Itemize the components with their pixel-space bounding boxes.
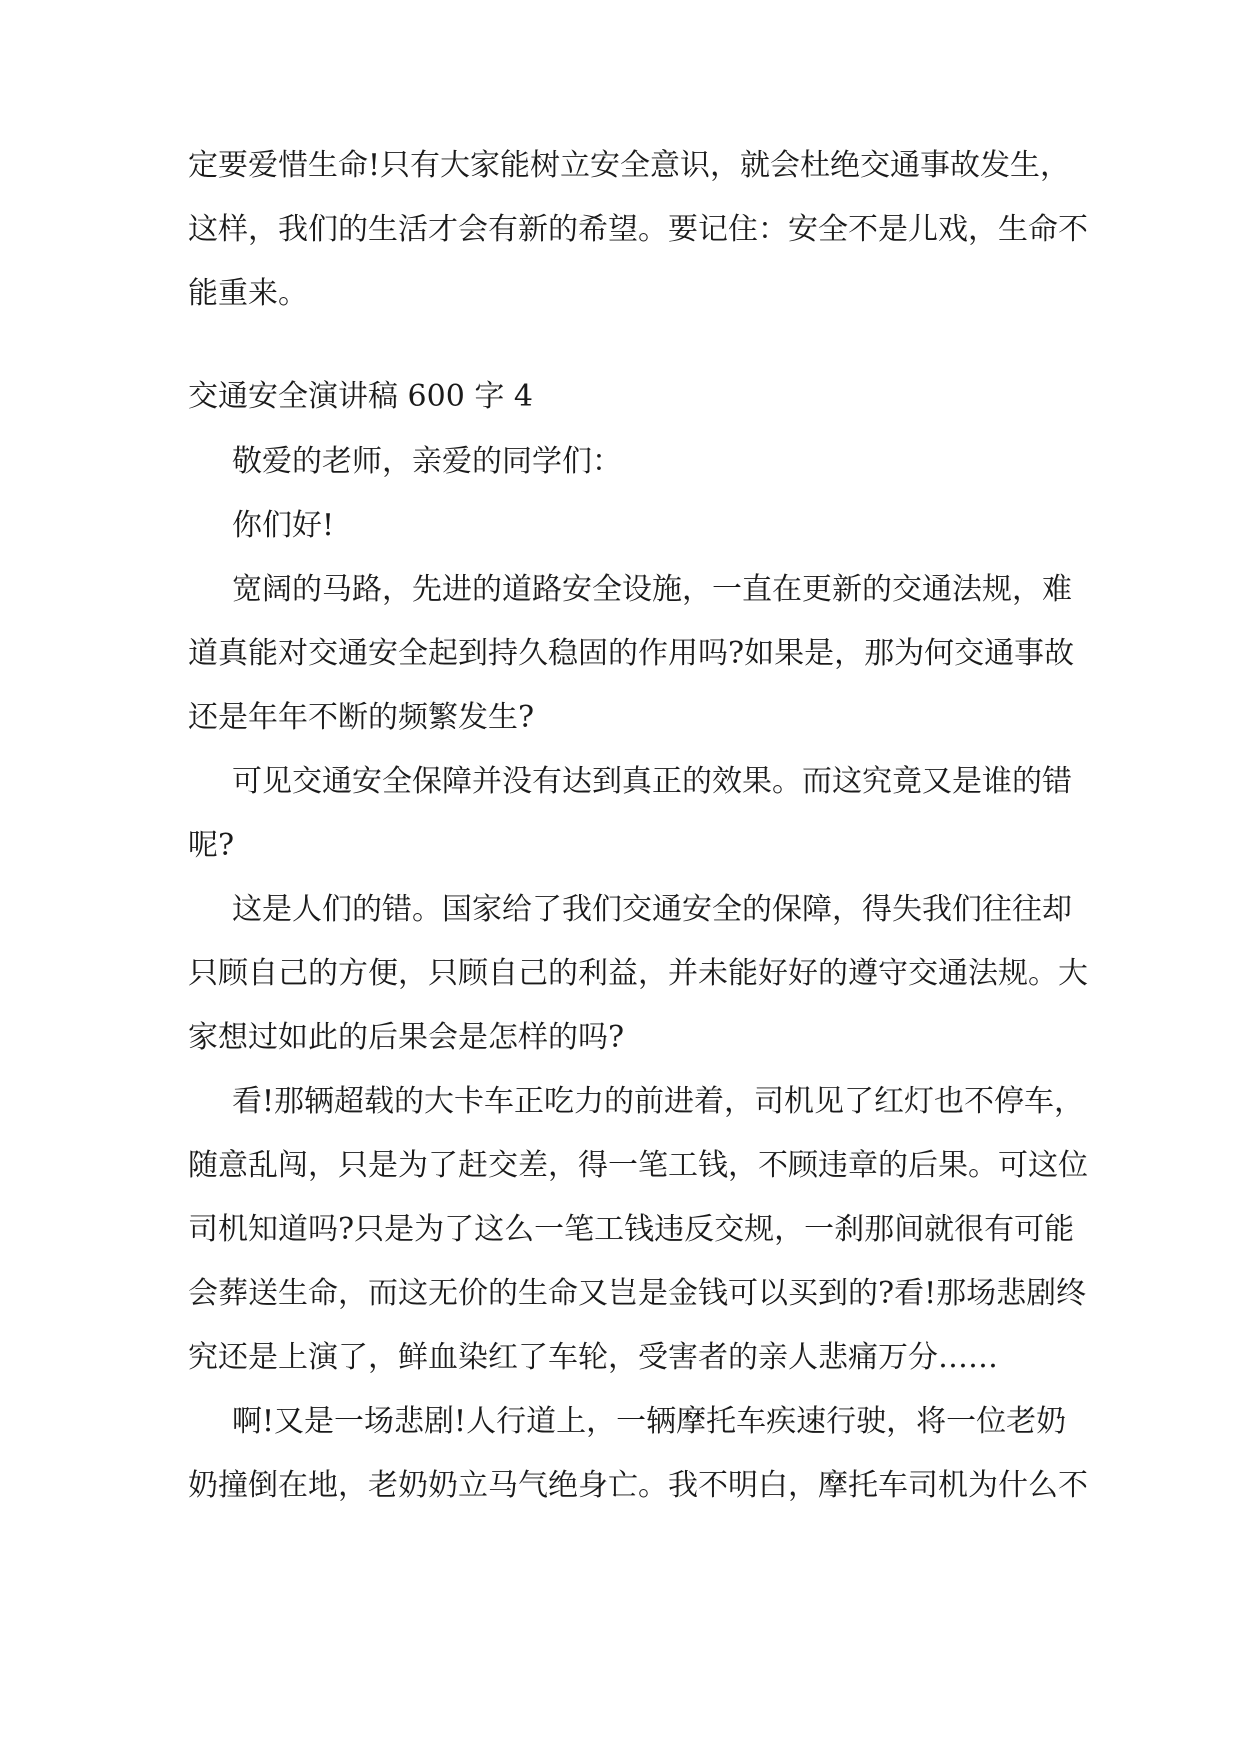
- text-line: 这是人们的错。国家给了我们交通安全的保障，得失我们往往却: [232, 892, 1072, 927]
- text-line: 司机知道吗?只是为了这么一笔工钱违反交规，一刹那间就很有可能: [188, 1212, 1075, 1247]
- text-line: 呢?: [188, 828, 235, 863]
- text-line: 能重来。: [188, 276, 308, 311]
- text-line: 看!那辆超载的大卡车正吃力的前进着，司机见了红灯也不停车，: [232, 1084, 1085, 1119]
- speech-body: [188, 430, 1088, 1518]
- text-line: 究还是上演了，鲜血染红了车轮，受害者的亲人悲痛万分……: [188, 1340, 998, 1375]
- text-line: 这样，我们的生活才会有新的希望。要记住：安全不是儿戏，生命不: [188, 212, 1088, 247]
- text-line: 可见交通安全保障并没有达到真正的效果。而这究竟又是谁的错: [232, 764, 1072, 799]
- text-line: 还是年年不断的频繁发生?: [188, 700, 535, 735]
- text-line: 会葬送生命，而这无价的生命又岂是金钱可以买到的?看!那场悲剧终: [188, 1276, 1087, 1311]
- greeting: 你们好!: [232, 508, 335, 543]
- text-line: 道真能对交通安全起到持久稳固的作用吗?如果是，那为何交通事故: [188, 636, 1075, 671]
- section-title-text: 交通安全演讲稿 600 字 4: [188, 379, 533, 414]
- text-line: 定要爱惜生命!只有大家能树立安全意识，就会杜绝交通事故发生，: [188, 148, 1071, 183]
- text-line: 啊!又是一场悲剧!人行道上，一辆摩托车疾速行驶，将一位老奶: [232, 1404, 1067, 1439]
- section-title: [188, 365, 1058, 429]
- text-line: 只顾自己的方便，只顾自己的利益，并未能好好的遵守交通法规。大: [188, 956, 1088, 991]
- text-line: 奶撞倒在地，老奶奶立马气绝身亡。我不明白，摩托车司机为什么不: [188, 1468, 1088, 1503]
- salutation: 敬爱的老师，亲爱的同学们：: [232, 444, 622, 479]
- text-line: 家想过如此的后果会是怎样的吗?: [188, 1020, 625, 1055]
- continuation-paragraph: [188, 134, 1088, 326]
- text-line: 宽阔的马路，先进的道路安全设施，一直在更新的交通法规，难: [232, 572, 1072, 607]
- text-line: 随意乱闯，只是为了赶交差，得一笔工钱，不顾违章的后果。可这位: [188, 1148, 1088, 1183]
